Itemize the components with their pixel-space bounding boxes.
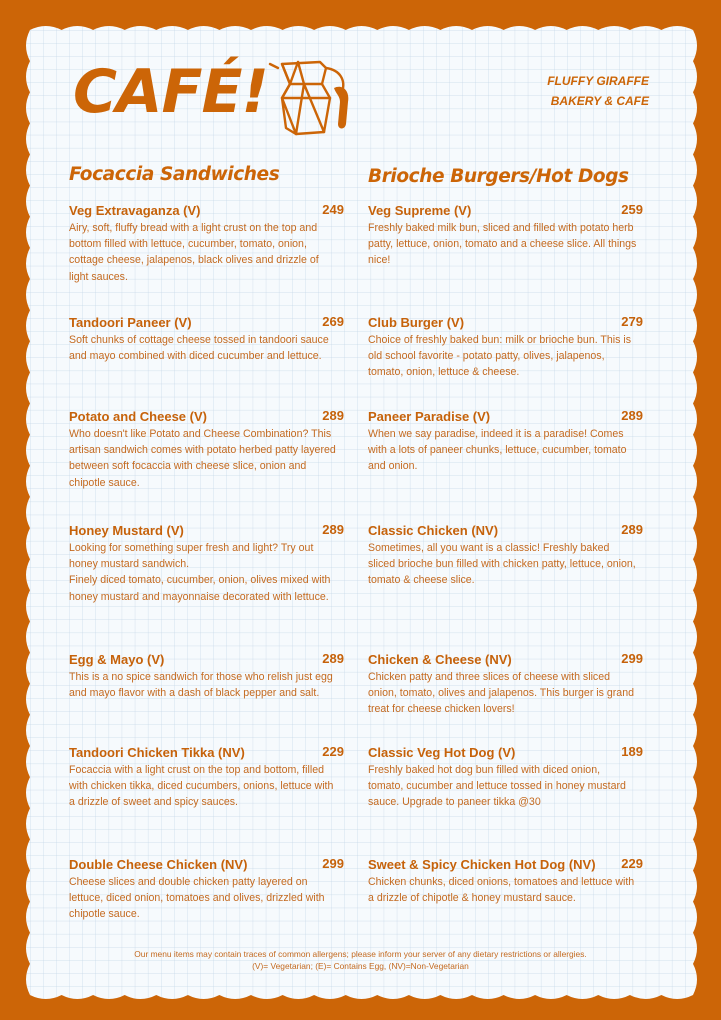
menu-item — [69, 202, 344, 285]
menu-item — [69, 744, 344, 811]
menu-item-name: Honey Mustard (V) — [69, 523, 184, 538]
menu-item-price: 299 — [322, 856, 344, 871]
menu-item-name: Egg & Mayo (V) — [69, 652, 165, 667]
menu-item-name: Paneer Paradise (V) — [368, 409, 491, 424]
menu-item — [368, 744, 643, 811]
menu-item — [69, 522, 344, 605]
menu-item — [368, 856, 643, 906]
menu-item-description: When we say paradise, indeed it is a paradise! Comes with a lots of paneer chunks, lettuce, cucumber, tomato and onion. — [368, 428, 627, 473]
menu-item-header — [368, 314, 643, 332]
menu-item-header — [69, 522, 344, 540]
menu-item-price: 289 — [621, 522, 643, 537]
menu-item-description: Focaccia with a light crust on the top and bottom, filled with chicken tikka, diced cucumbers, onions, lettuce with a drizzle of sweet and spicy sauces. — [69, 764, 334, 809]
menu-item-price: 289 — [322, 651, 344, 666]
menu-item — [69, 408, 344, 491]
menu-item — [368, 522, 643, 589]
menu-item-name: Double Cheese Chicken (NV) — [69, 857, 248, 872]
menu-item-name: Veg Extravaganza (V) — [69, 203, 201, 218]
menu-item-price: 189 — [621, 744, 643, 759]
allergen-note: Our menu items may contain traces of common allergens; please inform your server of any dietary restrictions or allergies. — [134, 949, 587, 959]
menu-item-price: 289 — [322, 408, 344, 423]
menu-item-header — [368, 651, 643, 669]
cafe-title: CAFÉ! — [73, 57, 268, 127]
menu-item — [69, 856, 344, 923]
menu-item — [69, 651, 344, 701]
menu-item-header — [368, 202, 643, 220]
menu-item-header — [368, 856, 643, 874]
section-title-burgers: Brioche Burgers/Hot Dogs — [368, 166, 629, 187]
menu-item-description: Soft chunks of cottage cheese tossed in tandoori sauce and mayo combined with diced cucumber and lettuce. — [69, 334, 329, 363]
menu-item-header — [69, 651, 344, 669]
menu-item-name: Tandoori Chicken Tikka (NV) — [69, 745, 245, 760]
menu-item — [368, 408, 643, 475]
section-title-focaccia: Focaccia Sandwiches — [69, 164, 280, 185]
menu-item-name: Classic Chicken (NV) — [368, 523, 499, 538]
menu-item-name: Classic Veg Hot Dog (V) — [368, 745, 516, 760]
menu-item-description: Freshly baked milk bun, sliced and filled with potato herb patty, lettuce, onion, tomato and a cheese slice. All things nice! — [368, 222, 637, 267]
menu-item-name: Club Burger (V) — [368, 315, 465, 330]
menu-item-name: Tandoori Paneer (V) — [69, 315, 192, 330]
menu-item-description: Choice of freshly baked bun: milk or brioche bun. This is old school favorite - potato patty, olives, jalapenos, tomato, onion, lettuce & cheese. — [368, 334, 632, 379]
menu-item-description: Cheese slices and double chicken patty layered on lettuce, diced onion, tomatoes and olives, drizzled with chipotle sauce. — [69, 876, 325, 921]
menu-item-header — [368, 522, 643, 540]
menu-item — [368, 651, 643, 718]
menu-item-description: Looking for something super fresh and light? Try out honey mustard sandwich. Finely diced tomato, cucumber, onion, olives mixed with honey mustard and mayonnaise decorated with lettuce. — [69, 542, 331, 603]
menu-item — [368, 202, 643, 269]
menu-item-name: Chicken & Cheese (NV) — [368, 652, 512, 667]
menu-item-description: Chicken chunks, diced onions, tomatoes and lettuce with a drizzle of chipotle & honey mustard sauce. — [368, 876, 635, 905]
menu-item-description: Chicken patty and three slices of cheese with sliced onion, tomato, olives and jalapenos. This burger is grand treat for cheese chicken lovers! — [368, 671, 634, 716]
menu-item-price: 269 — [322, 314, 344, 329]
menu-item-price: 299 — [621, 651, 643, 666]
menu-item-price: 279 — [621, 314, 643, 329]
menu-item-price: 289 — [621, 408, 643, 423]
coffee-pot-icon — [268, 58, 358, 138]
menu-item-description: Airy, soft, fluffy bread with a light crust on the top and bottom filled with lettuce, cucumber, tomato, onion, cottage cheese, jalapenos, black olives and drizzle of light sauces. — [69, 222, 319, 283]
menu-item-header — [69, 744, 344, 762]
menu-item-header — [69, 314, 344, 332]
menu-item-name: Potato and Cheese (V) — [69, 409, 207, 424]
menu-item-header — [368, 408, 643, 426]
allergen-footer — [0, 948, 721, 972]
brand-name: FLUFFY GIRAFFE — [547, 74, 649, 88]
menu-item-header — [69, 408, 344, 426]
menu-item-description: Who doesn't like Potato and Cheese Combination? This artisan sandwich comes with potato herbed patty layered between soft focaccia with cheese slice, onion and chipotle sauce. — [69, 428, 336, 489]
menu-item-price: 249 — [322, 202, 344, 217]
menu-item-description: This is a no spice sandwich for those who relish just egg and mayo flavor with a dash of black pepper and salt. — [69, 671, 333, 700]
menu-item-name: Veg Supreme (V) — [368, 203, 472, 218]
menu-item-price: 229 — [322, 744, 344, 759]
diet-legend: (V)= Vegetarian; (E)= Contains Egg, (NV)=Non-Vegetarian — [252, 961, 469, 971]
menu-item-header — [69, 202, 344, 220]
menu-item-description: Freshly baked hot dog bun filled with diced onion, tomato, cucumber and lettuce tossed in honey mustard sauce. Upgrade to paneer tikka @30 — [368, 764, 626, 809]
menu-item-header — [368, 744, 643, 762]
menu-item — [368, 314, 643, 381]
menu-item-price: 259 — [621, 202, 643, 217]
brand-subtitle: BAKERY & CAFE — [550, 94, 649, 108]
menu-item-header — [69, 856, 344, 874]
menu-item — [69, 314, 344, 364]
menu-item-price: 229 — [621, 856, 643, 871]
menu-item-name: Sweet & Spicy Chicken Hot Dog (NV) — [368, 857, 596, 872]
menu-item-description: Sometimes, all you want is a classic! Freshly baked sliced brioche bun filled with chicken patty, lettuce, onion, tomato & cheese slice. — [368, 542, 636, 587]
menu-item-price: 289 — [322, 522, 344, 537]
